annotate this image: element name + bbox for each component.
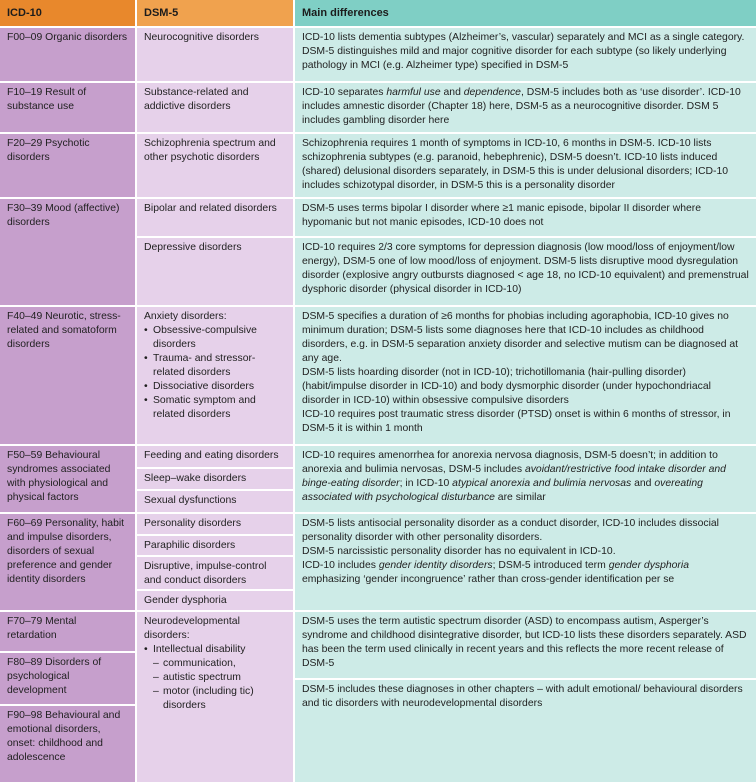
diff-autism-text: DSM-5 uses the term autistic spectrum disorder (ASD) to encompass autism, Asperger’s syndrome and childhood disintegrative disorder, but ICD-10 lists these disorders separately. ASD has been the term used clinically in recent years and this reflects the more recent release of DSM-5 [302,616,747,669]
diff-depressive-cell [295,238,756,305]
icd-f10-text: F10–19 Result of substance use [7,87,87,112]
diff-anxiety-para-3: ICD-10 requires post traumatic stress disorder (PTSD) onset is within 6 months of stressor, in DSM-5 it is within 1 month [302,409,731,434]
dsm-anxiety-title: Anxiety disorders: [144,311,227,322]
dsm-paraphilic-cell [137,536,293,555]
dsm-sleep-cell [137,469,293,489]
icd-f60-cell [0,514,135,610]
dsm-depressive-text: Depressive disorders [144,242,242,253]
text-span: are similar [494,492,546,503]
header-icd10: ICD-10 [0,0,135,26]
icd-f00-text: F00–09 Organic disorders [7,32,128,43]
dsm-neurodevelopmental-cell [137,612,293,782]
icd-f30-cell [0,199,135,305]
diff-substance-text [302,86,749,128]
diff-anxiety-para-1: DSM-5 specifies a duration of ≥6 months for phobias including agoraphobia, ICD-10 gives no minimum duration; DSM-5 lists some diagnoses here that ICD-10 includes as childhood disorders, e.g. in DSM-5 separation anxiety disorder and selective mutism can be diagnosed at any age. [302,311,739,364]
header-dsm5: DSM-5 [137,0,293,26]
dsm-sleep-text: Sleep–wake disorders [144,473,247,484]
dsm-neurodev-title: Neurodevelopmental disorders: [144,616,240,641]
diff-neurocognitive-cell [295,28,756,81]
text-span: ; in ICD-10 [399,478,453,489]
text-span: ICD-10 separates [302,87,387,98]
text-span: and [440,87,464,98]
icd-f50-text: F50–59 Behavioural syndromes associated with physiological and physical factors [7,450,111,503]
dsm-depressive-cell [137,238,293,305]
dsm-bipolar-cell [137,199,293,236]
icd-f20-text: F20–29 Psychotic disorders [7,138,90,163]
emphasis: gender identity disorders [378,560,493,571]
emphasis: overeating associated with psychological disturbance [302,478,703,503]
dsm-personality-cell [137,514,293,534]
text-span: ; DSM-5 introduced term [492,560,609,571]
dsm-disruptive-cell [137,557,293,589]
diff-bipolar-text: DSM-5 uses terms bipolar I disorder where ≥1 manic episode, bipolar II disorder where hypomanic but not manic episodes, ICD-10 does not [302,203,701,228]
dsm-substance-text: Substance-related and addictive disorders [144,87,249,112]
diff-anxiety-cell [295,307,756,444]
list-item: • Somatic symptom and related disorders [144,394,286,422]
diff-personality-line-3 [302,559,749,587]
dsm-disruptive-text: Disruptive, impulse-control and conduct disorders [144,561,267,586]
emphasis: atypical anorexia and bulimia nervosas [452,478,632,489]
diff-feeding-text [302,449,749,505]
text-span: ICD-10 requires amenorrhea for anorexia nervosa diagnosis, DSM-5 doesn’t; in addition to anorexia and bulimia nervosas, DSM-5 includes [302,450,718,475]
dsm-paraphilic-text: Paraphilic disorders [144,540,236,551]
header-main-differences: Main differences [295,0,756,26]
icd-f30-text: F30–39 Mood (affective) disorders [7,203,120,228]
dsm-schizophrenia-text: Schizophrenia spectrum and other psychotic disorders [144,138,276,163]
emphasis: dependence [463,87,521,98]
diff-feeding-cell [295,446,756,512]
dsm-neurodev-list [144,643,286,713]
icd-f60-text: F60–69 Personality, habit and impulse disorders, disorders of sexual preference and gender identity disorders [7,518,125,585]
dsm-gender-cell [137,591,293,610]
list-item: • Obsessive-compulsive disorders [144,324,286,352]
diff-schizophrenia-text: Schizophrenia requires 1 month of symptoms in ICD-10, 6 months in DSM-5. ICD-10 lists schizophrenia subtypes (e.g. paranoid, hebephrenic), DSM-5 doesn’t. ICD-10 lists induced (shared) delusional disorders separately, in DSM-5 this is under delusional disorders; ICD-10 includes schizotypal disorder, in DSM-5 this is a personality disorder [302,138,729,191]
diff-autism-cell [295,612,756,678]
diff-bipolar-cell [295,199,756,236]
dsm-anxiety-list [144,324,286,422]
dsm-neurodev-item: Intellectual disability [153,644,246,655]
list-item [144,643,286,713]
dsm-bipolar-text: Bipolar and related disorders [144,203,277,214]
icd-f40-cell [0,307,135,444]
diff-other-chapters-text: DSM-5 includes these diagnoses in other chapters – with adult emotional/ behavioural disorders and tic disorders with neurodevelopmental disorders [302,684,743,709]
diff-neurocognitive-text: ICD-10 lists dementia subtypes (Alzheimer’s, vascular) separately and MCI as a single category. DSM-5 distinguishes mild and major cognitive disorder for each subtype (so likely underlying pathology in MCI (e.g. Alzheimer type) specified in DSM-5 [302,32,745,71]
dsm-personality-text: Personality disorders [144,518,242,529]
dsm-feeding-text: Feeding and eating disorders [144,450,279,461]
icd-f10-cell [0,83,135,132]
text-span: and [631,478,655,489]
diff-personality-line-2: DSM-5 narcissistic personality disorder has no equivalent in ICD-10. [302,546,616,557]
list-item: – autistic spectrum [153,671,286,685]
icd-f70-cell [0,612,135,651]
dsm-gender-text: Gender dysphoria [144,595,227,606]
icd-f40-text: F40–49 Neurotic, stress-related and somatoform disorders [7,311,121,350]
text-span: ICD-10 includes [302,560,379,571]
dsm-neurocognitive-text: Neurocognitive disorders [144,32,259,43]
icd-f90-text: F90–98 Behavioural and emotional disorders, onset: childhood and adolescence [7,710,121,763]
dsm-neurocognitive-cell [137,28,293,81]
dsm-anxiety-cell [137,307,293,444]
dsm-schizophrenia-cell [137,134,293,197]
icd-f50-cell [0,446,135,512]
dsm-feeding-cell [137,446,293,467]
emphasis: harmful use [386,87,441,98]
diff-depressive-text: ICD-10 requires 2/3 core symptoms for depression diagnosis (low mood/loss of enjoyment/low energy), DSM-5 one of low mood/loss of enjoyment. DSM-5 lists disruptive mood dysregulation disorder (explosive angry outbursts diagnosed < age 18, no ICD-10 equivalent) and premenstrual dysphoric disorder (physical disorder in ICD-10) [302,242,749,295]
diff-other-chapters-cell [295,680,756,782]
icd-f90-cell [0,706,135,782]
emphasis: gender dysphoria [608,560,689,571]
dsm-sexual-text: Sexual dysfunctions [144,495,237,506]
text-span: , DSM-5 includes both as ‘use disorder’. ICD-10 includes amnestic disorder (Chapter 18) here, DSM-5 as a neurocognitive disorder. DSM 5 includes gambling disorder here [302,87,741,126]
diff-personality-cell [295,514,756,610]
list-item: • Trauma- and stressor-related disorders [144,352,286,380]
icd-f70-text: F70–79 Mental retardation [7,616,77,641]
emphasis: avoidant/restrictive food intake disorder and binge-eating disorder [302,464,726,489]
diff-schizophrenia-cell [295,134,756,197]
list-item: – motor (including tic) disorders [153,685,286,713]
diff-substance-cell [295,83,756,132]
icd-f00-cell [0,28,135,81]
list-item: • Dissociative disorders [144,380,286,394]
dsm-sexual-cell [137,491,293,512]
icd-f20-cell [0,134,135,197]
list-item: – communication, [153,657,286,671]
icd-f80-text: F80–89 Disorders of psychological development [7,657,102,696]
dsm-substance-cell [137,83,293,132]
diff-anxiety-para-2: DSM-5 lists hoarding disorder (not in ICD-10); trichotillomania (hair-pulling disorder) (habit/impulse disorder in ICD-10) and body dysmorphic disorder (under hypochondriacal disorder in ICD-10) within obsessive compulsive disorders [302,367,711,406]
text-span: emphasizing ‘gender incongruence’ rather than cross-gender identification per se [302,574,675,585]
diff-personality-line-1: DSM-5 lists antisocial personality disorder as a conduct disorder, ICD-10 includes dissocial personality disorder with other personality disorders. [302,518,719,543]
icd-f80-cell [0,653,135,704]
dsm-neurodev-sublist [153,657,286,713]
